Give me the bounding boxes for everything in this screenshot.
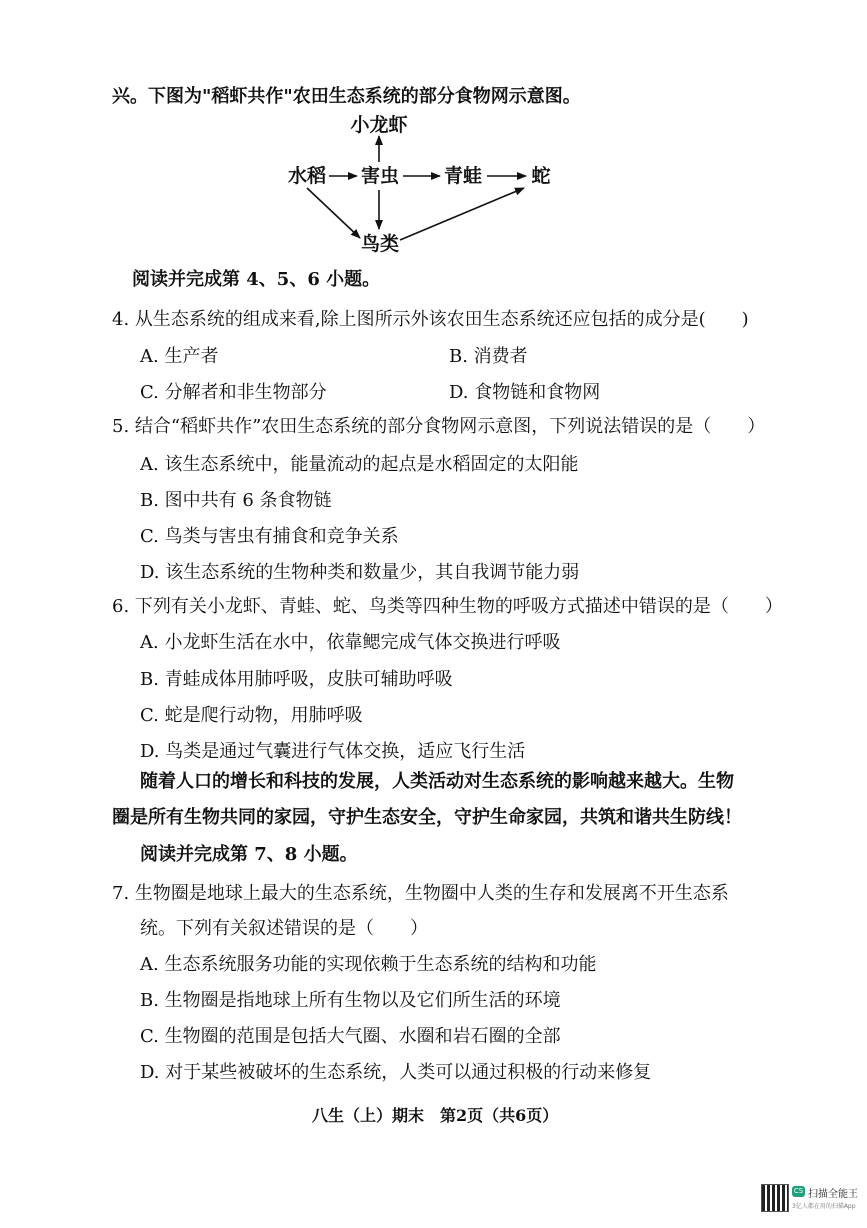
node-pest: 害虫 — [360, 165, 400, 187]
scanner-app-name: 扫描全能王 — [808, 1189, 858, 1200]
page-footer: 八生（上）期末 第2页（共6页） — [312, 1106, 559, 1125]
q6-option-a: A. 小龙虾生活在水中，依靠鳃完成气体交换进行呼吸 — [140, 632, 561, 653]
arrow-rice-to-birds — [307, 188, 360, 238]
node-frog: 青蛙 — [443, 165, 483, 187]
scanner-tagline: 3亿人都在用的扫描App — [792, 1203, 856, 1210]
q7-option-c: C. 生物圈的范围是包括大气圈、水圈和岩石圈的全部 — [140, 1026, 561, 1047]
q6-option-b: B. 青蛙成体用肺呼吸，皮肤可辅助呼吸 — [140, 669, 453, 690]
qr-code-icon — [762, 1185, 788, 1211]
question-5-stem: 5. 结合“稻虾共作”农田生态系统的部分食物网示意图，下列说法错误的是（ ） — [112, 416, 766, 437]
q4-option-b: B. 消费者 — [449, 346, 528, 367]
read-instruction: 阅读并完成第 4、5、6 小题。 — [132, 269, 381, 290]
q5-option-c: C. 鸟类与害虫有捕食和竞争关系 — [140, 526, 399, 547]
q6-option-c: C. 蛇是爬行动物，用肺呼吸 — [140, 705, 363, 726]
q7-option-d: D. 对于某些被破坏的生态系统，人类可以通过积极的行动来修复 — [140, 1062, 652, 1083]
node-birds: 鸟类 — [360, 233, 400, 255]
node-crayfish: 小龙虾 — [350, 114, 408, 136]
food-web-diagram — [0, 0, 867, 270]
q5-option-b: B. 图中共有 6 条食物链 — [140, 490, 332, 511]
q4-option-d: D. 食物链和食物网 — [449, 382, 601, 403]
q6-option-d: D. 鸟类是通过气囊进行气体交换，适应飞行生活 — [140, 741, 526, 762]
question-7-stem-continued: 统。下列有关叙述错误的是（ ） — [140, 918, 428, 939]
passage-line-2: 圈是所有生物共同的家园，守护生态安全，守护生命家园，共筑和谐共生防线！ — [112, 807, 742, 828]
node-rice: 水稻 — [287, 165, 327, 187]
scanner-logo-icon: CS — [793, 1187, 804, 1195]
read-instruction: 阅读并完成第 7、8 小题。 — [140, 844, 358, 865]
question-7-stem: 7. 生物圈是地球上最大的生态系统，生物圈中人类的生存和发展离不开生态系 — [112, 883, 729, 904]
q4-option-c: C. 分解者和非生物部分 — [140, 382, 327, 403]
question-6-stem: 6. 下列有关小龙虾、青蛙、蛇、鸟类等四种生物的呼吸方式描述中错误的是（ ） — [112, 596, 783, 617]
node-snake: 蛇 — [531, 165, 551, 187]
q5-option-d: D. 该生态系统的生物种类和数量少，其自我调节能力弱 — [140, 562, 580, 583]
arrow-birds-to-snake — [400, 188, 524, 240]
q5-option-a: A. 该生态系统中，能量流动的起点是水稻固定的太阳能 — [140, 454, 579, 475]
intro-line: 兴。下图为"稻虾共作"农田生态系统的部分食物网示意图。 — [112, 86, 581, 107]
q7-option-a: A. 生态系统服务功能的实现依赖于生态系统的结构和功能 — [140, 954, 597, 975]
question-4-stem: 4. 从生态系统的组成来看,除上图所示外该农田生态系统还应包括的成分是( ) — [112, 309, 749, 330]
passage-line-1: 随着人口的增长和科技的发展，人类活动对生态系统的影响越来越大。生物 — [140, 771, 734, 792]
q7-option-b: B. 生物圈是指地球上所有生物以及它们所生活的环境 — [140, 990, 561, 1011]
q4-option-a: A. 生产者 — [140, 346, 219, 367]
